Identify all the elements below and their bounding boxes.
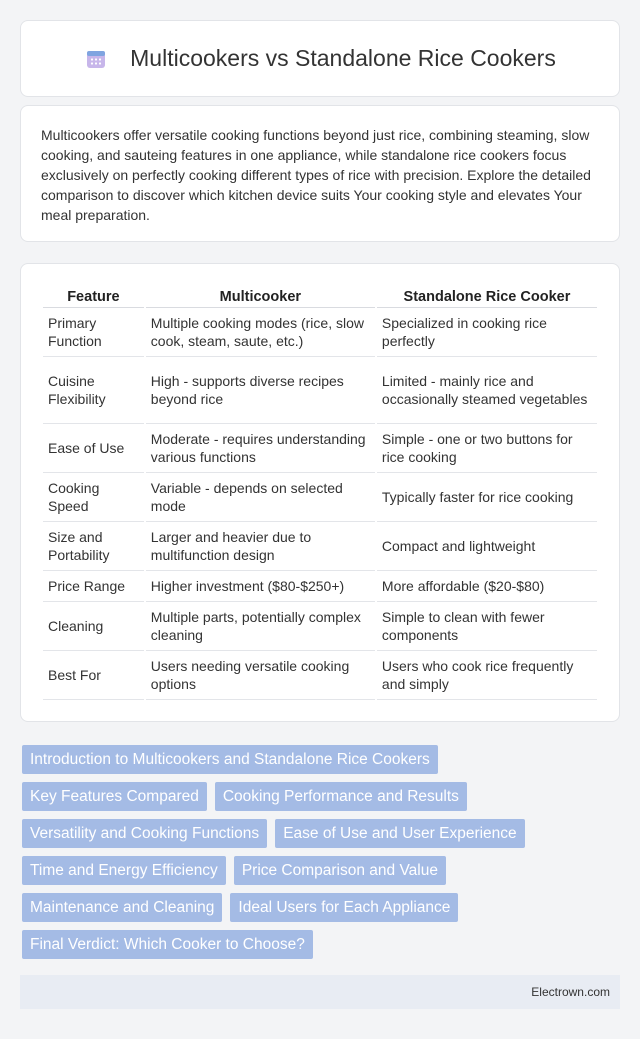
feature-cell: Best For bbox=[43, 651, 144, 700]
intro-card bbox=[20, 105, 620, 242]
feature-cell: Size and Portability bbox=[43, 522, 144, 571]
feature-cell: Cuisine Flexibility bbox=[43, 357, 144, 424]
feature-cell: Ease of Use bbox=[43, 424, 144, 473]
rice-cooker-cell: Simple to clean with fewer components bbox=[377, 602, 597, 651]
tag-row bbox=[22, 893, 618, 922]
table-row bbox=[43, 571, 597, 602]
multicooker-cell: Higher investment ($80-$250+) bbox=[146, 571, 375, 602]
tag-cooking-performance[interactable]: Cooking Performance and Results bbox=[215, 782, 467, 811]
table-header-row bbox=[43, 282, 597, 308]
rice-cooker-cell: Specialized in cooking rice perfectly bbox=[377, 308, 597, 357]
table-row bbox=[43, 473, 597, 522]
table-row bbox=[43, 602, 597, 651]
multicooker-cell: Multiple parts, potentially complex cleaning bbox=[146, 602, 375, 651]
tag-ideal-users[interactable]: Ideal Users for Each Appliance bbox=[230, 893, 458, 922]
tag-row bbox=[22, 930, 618, 959]
tag-introduction[interactable]: Introduction to Multicookers and Standalone Rice Cookers bbox=[22, 745, 438, 774]
tag-row bbox=[22, 782, 618, 811]
table-row bbox=[43, 308, 597, 357]
multicooker-cell: Users needing versatile cooking options bbox=[146, 651, 375, 700]
tag-row bbox=[22, 819, 618, 848]
header-feature: Feature bbox=[43, 282, 144, 308]
rice-cooker-cell: Limited - mainly rice and occasionally steamed vegetables bbox=[377, 357, 597, 424]
intro-paragraph: Multicookers offer versatile cooking functions beyond just rice, combining steaming, slow cooking, and sauteing features in one appliance, while standalone rice cookers focus exclusively on perfectly cooking different types of rice with precision. Explore the detailed comparison to discover which kitchen device suits Your cooking style and elevates Your meal preparation. bbox=[41, 127, 591, 223]
rice-cooker-cell: Compact and lightweight bbox=[377, 522, 597, 571]
tag-row bbox=[22, 745, 618, 774]
rice-cooker-cell: Typically faster for rice cooking bbox=[377, 473, 597, 522]
feature-cell: Primary Function bbox=[43, 308, 144, 357]
rice-cooker-cell: More affordable ($20-$80) bbox=[377, 571, 597, 602]
rice-cooker-cell: Users who cook rice frequently and simply bbox=[377, 651, 597, 700]
footer-site-name[interactable]: Electrown.com bbox=[531, 985, 610, 999]
header-multicooker: Multicooker bbox=[146, 282, 375, 308]
tag-final-verdict[interactable]: Final Verdict: Which Cooker to Choose? bbox=[22, 930, 313, 959]
table-row bbox=[43, 357, 597, 424]
tag-row bbox=[22, 856, 618, 885]
calendar-icon bbox=[84, 47, 108, 71]
rice-cooker-cell: Simple - one or two buttons for rice cooking bbox=[377, 424, 597, 473]
topic-tags bbox=[22, 745, 618, 967]
tag-price-comparison[interactable]: Price Comparison and Value bbox=[234, 856, 446, 885]
multicooker-cell: Multiple cooking modes (rice, slow cook, steam, saute, etc.) bbox=[146, 308, 375, 357]
table-row bbox=[43, 424, 597, 473]
title-card bbox=[20, 20, 620, 97]
multicooker-cell: High - supports diverse recipes beyond rice bbox=[146, 357, 375, 424]
tag-key-features[interactable]: Key Features Compared bbox=[22, 782, 207, 811]
header-rice-cooker: Standalone Rice Cooker bbox=[377, 282, 597, 308]
tag-ease-of-use[interactable]: Ease of Use and User Experience bbox=[275, 819, 524, 848]
comparison-table bbox=[41, 282, 599, 700]
multicooker-cell: Moderate - requires understanding various functions bbox=[146, 424, 375, 473]
feature-cell: Cleaning bbox=[43, 602, 144, 651]
comparison-table-card bbox=[20, 263, 620, 722]
page-title: Multicookers vs Standalone Rice Cookers bbox=[130, 45, 556, 71]
footer bbox=[20, 975, 620, 1009]
feature-cell: Cooking Speed bbox=[43, 473, 144, 522]
table-row bbox=[43, 522, 597, 571]
feature-cell: Price Range bbox=[43, 571, 144, 602]
tag-time-energy[interactable]: Time and Energy Efficiency bbox=[22, 856, 226, 885]
multicooker-cell: Variable - depends on selected mode bbox=[146, 473, 375, 522]
multicooker-cell: Larger and heavier due to multifunction design bbox=[146, 522, 375, 571]
table-row bbox=[43, 651, 597, 700]
tag-maintenance[interactable]: Maintenance and Cleaning bbox=[22, 893, 222, 922]
tag-versatility[interactable]: Versatility and Cooking Functions bbox=[22, 819, 267, 848]
